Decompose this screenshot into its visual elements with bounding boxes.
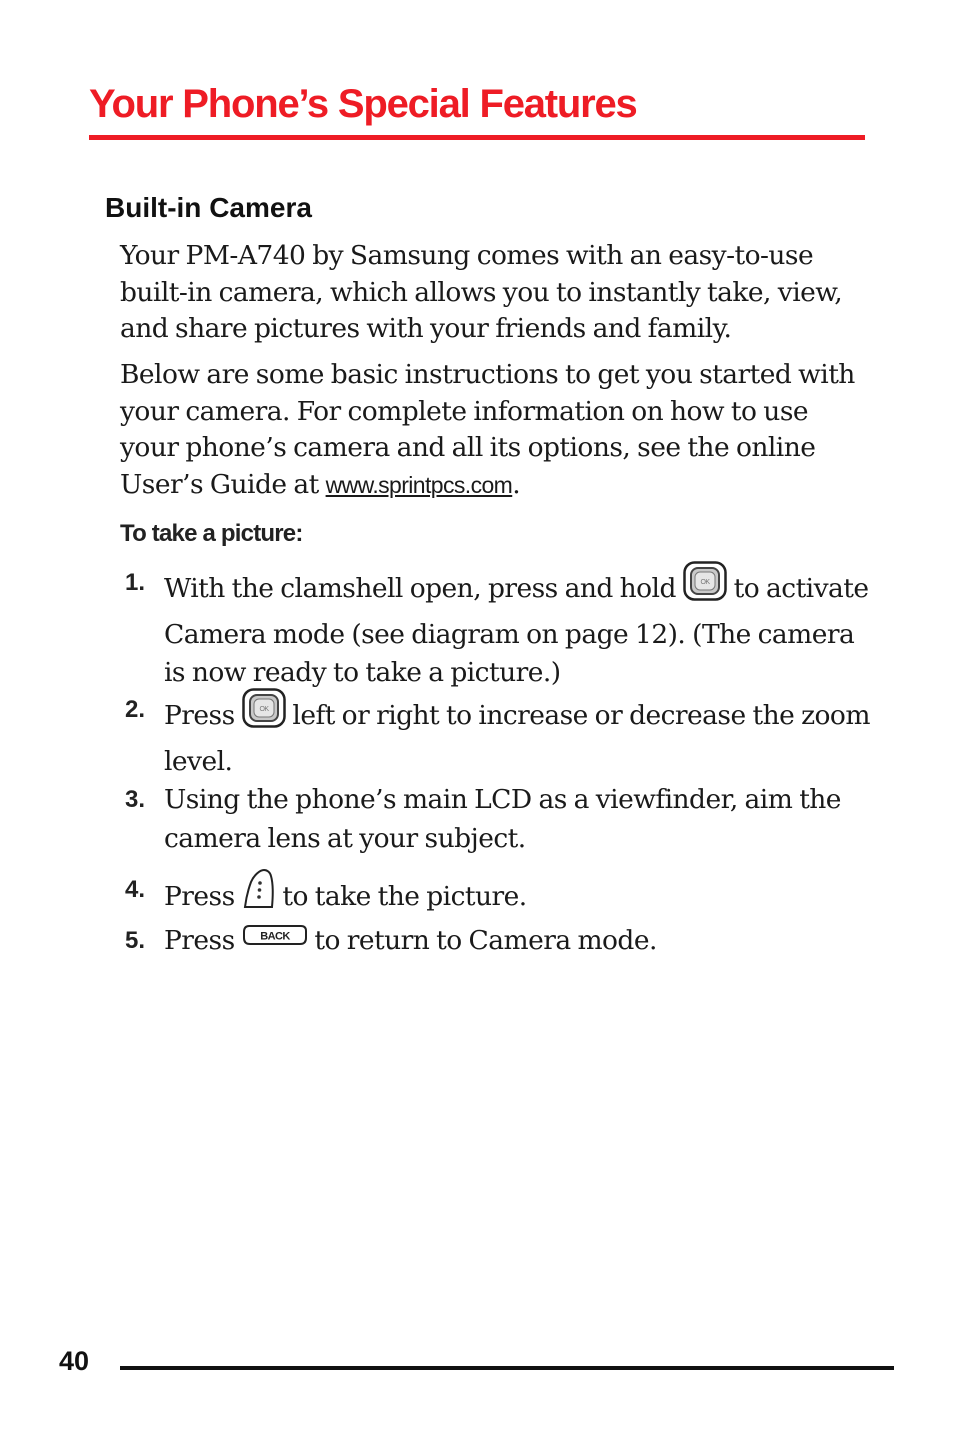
guide-paragraph [120, 357, 870, 503]
back-key-label: BACK [259, 930, 290, 943]
page-number: 40 [59, 1346, 90, 1376]
step-number: 5. [125, 927, 146, 954]
navigation-key-icon [242, 688, 286, 740]
step-text-after: left or right to increase or decrease the zoom level. [164, 699, 870, 777]
back-key-icon [242, 920, 308, 959]
step-number: 4. [125, 876, 146, 903]
step-text [164, 691, 874, 781]
page-title: Your Phone’s Special Features [89, 82, 637, 126]
step-text-before: Press [164, 880, 242, 912]
step-text [164, 564, 874, 693]
guide-paragraph-end: . [512, 468, 521, 500]
guide-paragraph-text: Below are some basic instructions to get you started with your camera. For complete information on how to use your phone’s camera and all its options, see the online User’s Guide at [120, 359, 855, 500]
step-text-before: With the clamshell open, press and hold [164, 572, 683, 604]
step-number: 2. [125, 696, 146, 723]
intro-paragraph: Your PM-A740 by Samsung comes with an easy-to-use built-in camera, which allows you to instantly take, view, and share pictures with your friends and family. [120, 240, 843, 344]
step-text-after: to take the picture. [275, 880, 527, 912]
step-text-after: to return to Camera mode. [307, 925, 657, 956]
step-text-before: Press [164, 925, 242, 956]
step-text: Using the phone’s main LCD as a viewfinder, aim the camera lens at your subject. [164, 784, 841, 854]
svg-text:OK: OK [259, 706, 269, 713]
sprintpcs-link[interactable]: www.sprintpcs.com [325, 471, 513, 498]
procedure-title: To take a picture: [120, 520, 303, 547]
right-softkey-icon [242, 868, 276, 922]
section-heading: Built-in Camera [105, 192, 312, 223]
title-rule [89, 135, 865, 140]
ok-key-icon [683, 561, 727, 613]
step-text [164, 871, 874, 925]
step-number: 3. [125, 786, 146, 813]
step-text-before: Press [164, 699, 242, 731]
step-text [164, 922, 874, 961]
step-text-after: to activate Camera mode (see diagram on page 12). (The camera is now ready to take a picture.) [164, 572, 869, 688]
svg-text:OK: OK [700, 579, 710, 586]
footer-rule [120, 1366, 894, 1370]
step-number: 1. [125, 569, 146, 596]
